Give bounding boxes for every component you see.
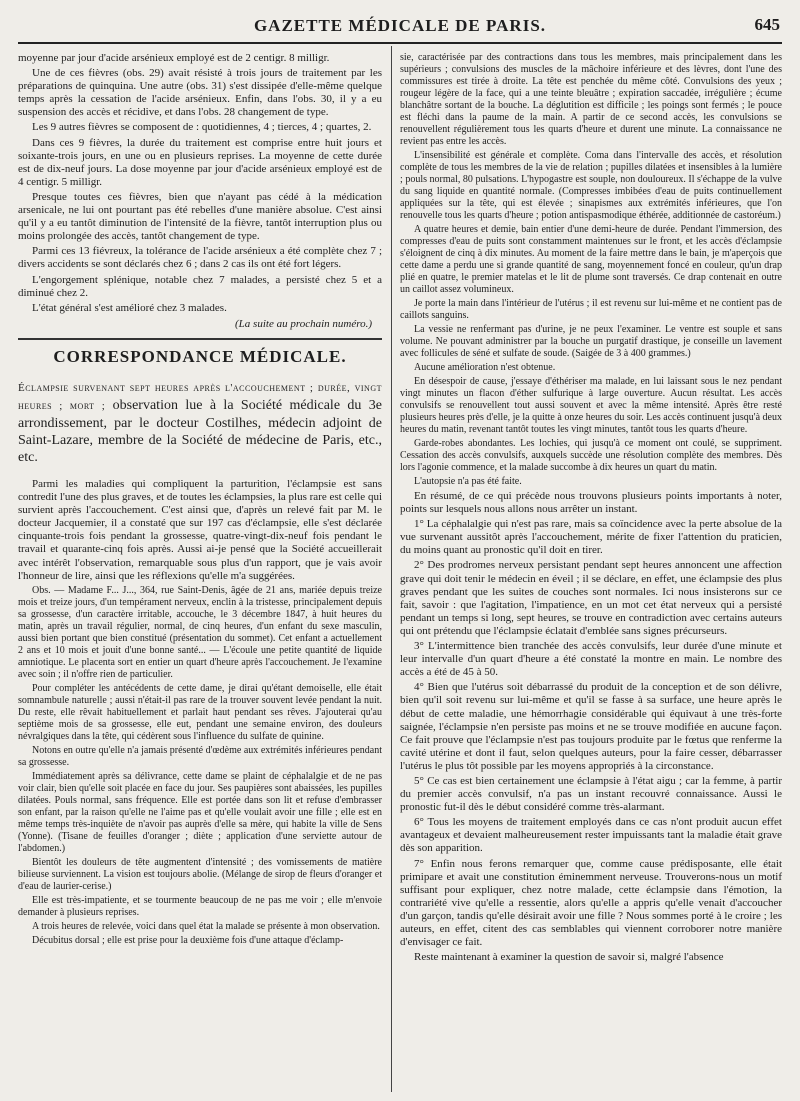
observation-paragraph: A quatre heures et demie, bain entier d'une demi-heure de durée. Pendant l'immersion, des compresses d'eau de puits sont constamment maintenues sur le front, et les accès d'éclampsie s'éloignent de cinq à dix minutes. Au moment de la faire mettre dans le bain, je m'aperçois que cette dame a perdu une si grande quantité de sang, moyennement foncé en couleur, qu'un drap plié en quatre, le premier matelas et le lit de plume sont traversés. Ce drap contenait en outre un caillot assez volumineux. xyxy=(400,224,782,295)
reflection-paragraph: 2° Des prodromes nerveux persistant pendant sept heures annoncent une affection grave qui doit tenir le médecin en éveil ; il se déclare, en effet, une éclampsie des plus graves pendant que les suites de couches sont normales. Ici nous insisterons sur ce fait, savoir : que l'agitation, l'impatience, en un mot cet état nerveux qui a persisté pendant un temps si long, sept heures, se trouve en contradiction avec certains auteurs qui ont prétendu que l'éclampsie éclatait d'emblée sans signes précurseurs. xyxy=(400,559,782,637)
reflection-paragraph: 4° Bien que l'utérus soit débarrassé du produit de la conception et de son délivre, bien qu'il soit revenu sur lui-même et qu'il se fasse à sa surface, une heure après le début de cette maladie, une hémorrhagie considérable qui équivaut à une très-forte saignée, l'éclampsie n'en persiste pas moins et ne se trouve modifiée en aucune façon. Ce fait prouve que l'éclampsie n'est pas toujours produite par le fœtus que renferme la cavité utérine et dont il faut, selon quelques auteurs, pour la faire cesser, débarrasser l'utérus le plus tôt possible par les moyens appropriés à la circonstance. xyxy=(400,681,782,772)
section-title: CORRESPONDANCE MÉDICALE. xyxy=(53,346,347,366)
left-column xyxy=(18,52,382,949)
page-header xyxy=(18,8,782,44)
observation-paragraph: Elle est très-impatiente, et se tourmente beaucoup de ne pas me voir ; elle m'envoie demander à plusieurs reprises. xyxy=(18,894,382,918)
observation-paragraph: L'insensibilité est générale et complète. Coma dans l'intervalle des accès, et résolution complète de tous les membres de la vie de relation ; pupilles dilatées et insensibles à la lumière ; pouls normal, 80 pulsations. L'hypogastre est souple, non douloureux. Il s'échappe de la vulve du sang liquide en quantité normale. (Compresses imbibées d'eau de puits continuellement appliquées sur la tête, qui est élevée ; sinapismes aux extrémités inférieures, que l'on renouvelle tous les quarts d'heure ; potion antispasmodique éthérée, additionnée de castoréum.) xyxy=(400,150,782,221)
paragraph: Parmi ces 13 fiévreux, la tolérance de l'acide arsénieux a été complète chez 7 ; divers accidents se sont déclarés chez 6 ; dans 2 cas ils ont été fort légers. xyxy=(18,245,382,271)
article-heading xyxy=(18,379,382,466)
paragraph: moyenne par jour d'acide arsénieux employé est de 2 centigr. 8 milligr. xyxy=(18,52,330,64)
page-number: 645 xyxy=(754,15,780,34)
reflection-paragraph: 7° Enfin nous ferons remarquer que, comme cause prédisposante, elle était primipare et avait une constitution éminemment nerveuse. Trouverons-nous un motif suffisant pour expliquer, chez notre malade, cette éclampsie dans l'émotion, la contrariété vive qu'elle a ressentie, alors qu'elle a appris qu'elle venait d'accoucher d'un garçon, tandis qu'elle désirait avoir une fille ? Nous sommes porté à le croire ; les auteurs, en effet, citent des cas semblables qui viennent corroborer notre manière d'envisager ce fait. xyxy=(400,857,782,949)
observation-paragraph: Je porte la main dans l'intérieur de l'utérus ; il est revenu sur lui-même et ne contient pas de caillots sanguins. xyxy=(400,298,782,321)
observation-paragraph: Décubitus dorsal ; elle est prise pour la deuxième fois d'une attaque d'éclamp- xyxy=(32,934,344,946)
reflection-paragraph: 6° Tous les moyens de traitement employés dans ce cas n'ont produit aucun effet avantageux et devaient malheureusement rester impuissants tant la maladie était grave dès son apparition. xyxy=(400,816,782,855)
paragraph: Une de ces fièvres (obs. 29) avait résisté à trois jours de traitement par les préparations de quinquina. Une autre (obs. 31) s'est dissipée d'elle-même quelque temps après la cessation de l'acide arsénieux. Enfin, dans l'obs. 30, il y a eu suspension des accès et récidive, et dans l'obs. 28 changement de type. xyxy=(18,67,382,119)
column-divider xyxy=(391,46,392,1092)
reflection-paragraph: 3° L'intermittence bien tranchée des accès convulsifs, leur durée d'une minute et leur intervalle d'un quart d'heure a été constaté la montre en main. Le nombre des accès a été de 45 à 50. xyxy=(400,640,782,679)
article-heading-smallcaps: Éclampsie survenant sept heures après l'accouchement ; durée, vingt heures ; mort ; xyxy=(18,381,382,412)
reflection-paragraph: 5° Ce cas est bien certainement une éclampsie à l'état aigu ; car la femme, à partir du premier accès convulsif, n'a pas un instant recouvré connaissance. Aussi le pronostic fut-il dès le début considéré comme très-alarmant. xyxy=(400,774,782,814)
observation-paragraph: Bientôt les douleurs de tête augmentent d'intensité ; des vomissements de matière bilieuse surviennent. La vision est toujours abolie. (Mélange de sirop de fleurs d'oranger et d'eau de laurier-cerise.) xyxy=(18,856,382,892)
reflection-paragraph: En résumé, de ce qui précède nous trouvons plusieurs points importants à noter, points sur lesquels nous allons nous arrêter un instant. xyxy=(400,490,782,516)
journal-title: GAZETTE MÉDICALE DE PARIS. xyxy=(253,16,547,35)
observation-paragraph: Immédiatement après sa délivrance, cette dame se plaint de céphalalgie et de ne pas voir clair, bien qu'elle soit placée en face du jour. Ses paupières sont abaissées, les pupilles dilatées. Pouls normal, sans fréquence. Elle est portée dans son lit et refuse d'embrasser son enfant, par la raison qu'elle ne l'aime pas et qu'elle voulait avoir une fille ; elle est en même temps très-inquiète de n'avoir pas auprès d'elle sa mère, qui habite la ville de Sens (Yonne). (Tisane de feuilles d'oranger ; diète ; application d'une serviette autour de l'abdomen.) xyxy=(18,770,382,854)
observation-paragraph: A trois heures de relevée, voici dans quel état la malade se présente à mon observation. xyxy=(32,920,380,932)
paragraph: Les 9 autres fièvres se composent de : quotidiennes, 4 ; tierces, 4 ; quartes, 2. xyxy=(32,121,372,134)
reflection-paragraph: Reste maintenant à examiner la question de savoir si, malgré l'absence xyxy=(414,951,724,964)
newspaper-page xyxy=(18,8,782,1096)
observation-paragraph: Notons en outre qu'elle n'a jamais présenté d'œdème aux extrémités inférieures pendant sa grossesse. xyxy=(18,744,382,768)
paragraph: Dans ces 9 fièvres, la durée du traitement est comprise entre huit jours et soixante-trois jours, en une ou en plusieurs reprises. La moyenne de cette durée est de dix-neuf jours. La dose moyenne par jour d'acide arsénieux employé est de 4 centigr. 5 milligr. xyxy=(18,136,382,188)
observation-paragraph: L'autopsie n'a pas été faite. xyxy=(414,476,522,487)
paragraph: L'état général s'est amélioré chez 3 malades. xyxy=(32,301,227,314)
observation-paragraph: Pour compléter les antécédents de cette dame, je dirai qu'étant demoiselle, elle était somnambule naturelle ; aussi n'était-il pas rare de la trouver souvent levée pendant la nuit. Du reste, elle rêvait habituellement et parlait haut pendant ses rêves. J'ajouterai qu'au septième mois de sa grossesse, elle eut, pendant une semaine environ, des douleurs névralgiques dans la tête, qui cédèrent sous l'influence du sulfate de quinine. xyxy=(18,682,382,742)
paragraph: Presque toutes ces fièvres, bien que n'ayant pas cédé à la médication arsenicale, ne lui ont pourtant pas été rebelles d'une manière absolue. C'est ainsi qu'il y a eu tantôt diminution de l'intensité de la fièvre, tantôt interruption plus ou moins prolongée des accès, tantôt changement de type. xyxy=(18,190,382,243)
section-separator xyxy=(18,338,382,340)
article-heading-rest: observation lue à la Société médicale du 3e arrondissement, par le docteur Costilhes, médecin adjoint de Saint-Lazare, membre de la Société de médecine de Paris, etc., etc. xyxy=(18,397,383,465)
observation-paragraph: En désespoir de cause, j'essaye d'éthériser ma malade, en lui laissant sous le nez pendant vingt minutes un flacon d'éther sulfurique à large ouverture. Aucun résultat. Les accès convulsifs se renouvellent tout aussi souvent et avec la même intensité. Après être resté plusieurs heures près d'elle, je la quitte à onze heures du soir. Les accès continuent jusqu'à deux heures du matin, revenant tantôt toutes les vingt minutes, tantôt tous les quarts d'heure. xyxy=(400,376,782,435)
observation-paragraph: Aucune amélioration n'est obtenue. xyxy=(414,362,556,373)
continuation-note: (La suite au prochain numéro.) xyxy=(235,317,372,330)
observation-paragraph: sie, caractérisée par des contractions dans tous les membres, mais principalement dans les supérieurs ; convulsions des muscles de la mâchoire inférieure et des lèvres, dont l'une des commissures est tirée à droite. La tête est penchée du même côté. Convulsions des yeux ; rougeur légère de la face, qui a une teinte bleuâtre ; expiration saccadée, irrégulière ; écume blanchâtre sortant de la bouche. La déglutition est difficile ; les poings sont fermés ; le pouce est fléchi dans la paume de la main. A partir de ce second accès, les convulsions se renouvellent régulièrement tous les quarts d'heure et durent une minute. La connaissance ne revient pas entre les accès. xyxy=(400,52,782,147)
intro-paragraph: Parmi les maladies qui compliquent la parturition, l'éclampsie est sans contredit l'une des plus graves, et de toutes les éclampsies, la plus rare est celle qui survient après l'accouchement. C'est ainsi que, d'après un relevé fait par M. le docteur Jacquemier, il a constaté que sur 197 cas d'éclampsie, elle s'est déclarée cinquante-trois fois pendant la grossesse, quatre-vingt-dix-neuf fois pendant le travail et quarante-cinq fois après. Aussi ai-je pensé que la Société accueillerait avec intérêt l'observation, remarquable sous plus d'un rapport, que je vais avoir l'honneur de lire, ainsi que les réflexions qu'elle m'a suggérées. xyxy=(18,477,382,582)
observation-paragraph: Garde-robes abondantes. Les lochies, qui jusqu'à ce moment ont coulé, se suppriment. Cessation des accès convulsifs, auxquels succède une résolution complète des membres. Dès lors l'agonie commence, et la malade succombe à dix heures un quart du matin. xyxy=(400,438,782,473)
observation-paragraph: Obs. — Madame F... J..., 364, rue Saint-Denis, âgée de 21 ans, mariée depuis treize mois et treize jours, d'un tempérament nerveux, enclin à la tristesse, principalement depuis sa grossesse, d'un caractère irritable, accouche, le 3 décembre 1847, à huit heures du matin, après un travail régulier, normal, de cinq heures, d'un enfant du sexe masculin, aussi bien portant que bien constitué (présentation du sommet). Cet enfant a actuellement 2 ans et 10 mois et jouit d'une bonne santé... — L'écoule une petite quantité de liquide amniotique. Le placenta sort en entier un quart d'heure après l'accouchement. Je l'examine avec soin ; il n'offre rien de particulier. xyxy=(18,584,382,680)
reflection-paragraph: 1° La céphalalgie qui n'est pas rare, mais sa coïncidence avec la perte absolue de la vue survenant aussitôt après l'accouchement, mérite de fixer l'attention du praticien, du moins quant au pronostic qu'il doit en tirer. xyxy=(400,518,782,557)
observation-paragraph: La vessie ne renfermant pas d'urine, je ne peux l'examiner. Le ventre est souple et sans volume. Ne pouvant administrer par la bouche un purgatif drastique, je conseille un lavement avec follicules de séné et sulfate de soude. (Saigée de 3 à 400 grammes.) xyxy=(400,324,782,359)
paragraph: L'engorgement splénique, notable chez 7 malades, a persisté chez 5 et a diminué chez 2. xyxy=(18,273,382,299)
right-column xyxy=(400,52,782,966)
